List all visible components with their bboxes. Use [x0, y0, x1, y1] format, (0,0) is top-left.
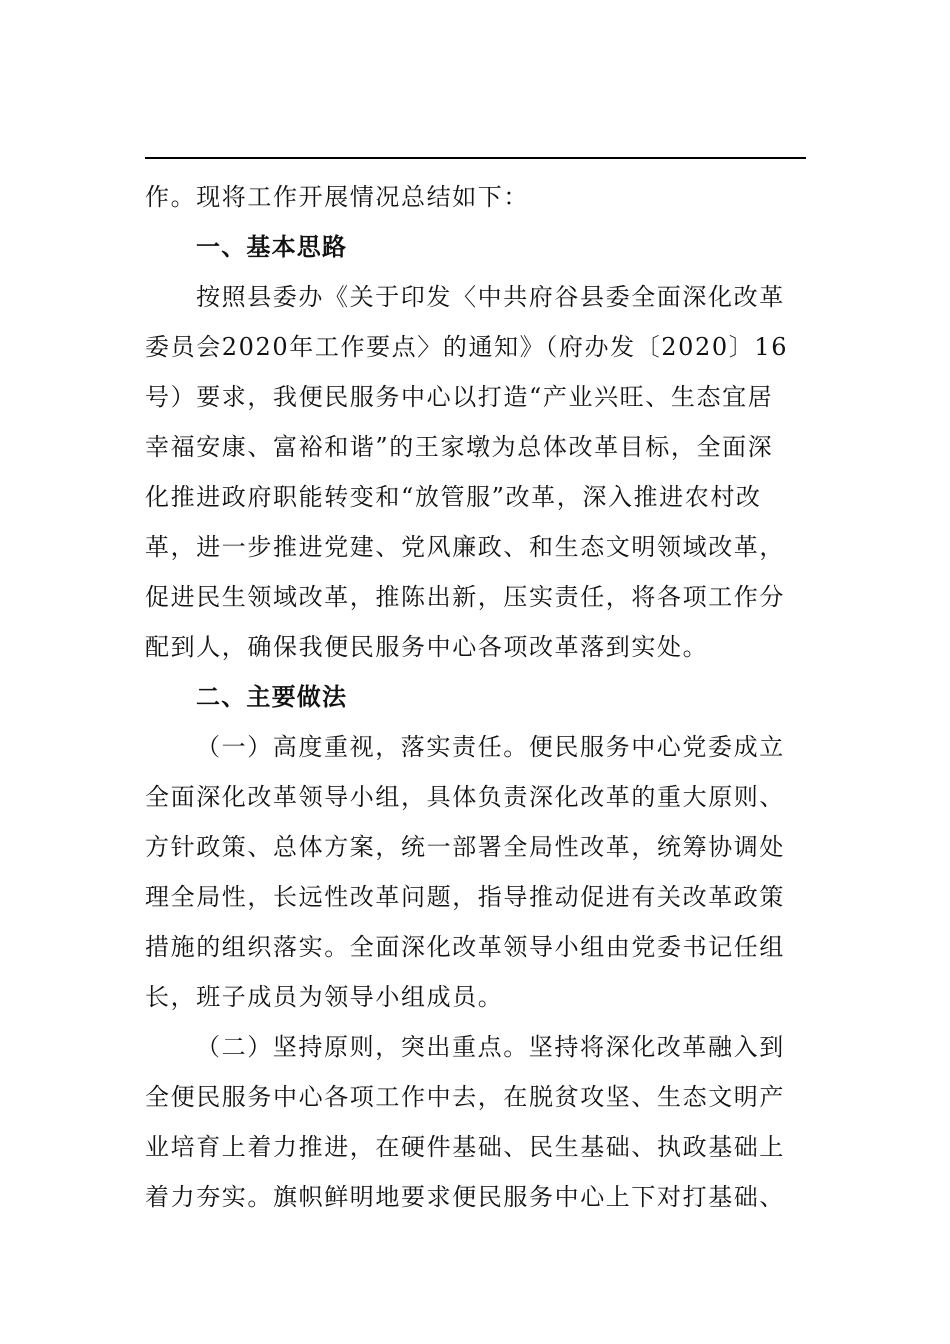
- body-line: 理全局性，长远性改革问题，指导推动促进有关改革政策: [145, 883, 785, 911]
- section-heading-main-measures: 二、主要做法: [196, 682, 348, 711]
- document-body: [145, 172, 806, 1222]
- body-line: 委员会2020年工作要点〉的通知》（府办发〔2020〕16: [145, 333, 789, 361]
- body-line: （二）坚持原则，突出重点。坚持将深化改革融入到: [196, 1033, 785, 1061]
- body-line: 方针政策、总体方案，统一部署全局性改革，统筹协调处: [145, 833, 785, 861]
- body-line: 作。现将工作开展情况总结如下：: [145, 183, 529, 211]
- section-heading-basic-approach: 一、基本思路: [196, 232, 348, 261]
- body-line: 幸福安康、富裕和谐”的王家墩为总体改革目标，全面深: [145, 433, 774, 461]
- body-line: 措施的组织落实。全面深化改革领导小组由党委书记任组: [145, 933, 785, 961]
- header-rule: [145, 157, 806, 159]
- body-line: 革，进一步推进党建、党风廉政、和生态文明领域改革，: [145, 533, 785, 561]
- body-line: 长，班子成员为领导小组成员。: [145, 983, 504, 1011]
- body-line: 全面深化改革领导小组，具体负责深化改革的重大原则、: [145, 783, 785, 811]
- body-line: 号）要求，我便民服务中心以打造“产业兴旺、生态宜居: [145, 383, 774, 411]
- body-line: 化推进政府职能转变和“放管服”改革，深入推进农村改: [145, 483, 762, 511]
- body-line: 配到人，确保我便民服务中心各项改革落到实处。: [145, 633, 709, 661]
- body-line: 按照县委办《关于印发〈中共府谷县委全面深化改革: [196, 283, 785, 311]
- body-line: 着力夯实。旗帜鲜明地要求便民服务中心上下对打基础、: [145, 1183, 785, 1211]
- body-line: 全便民服务中心各项工作中去，在脱贫攻坚、生态文明产: [145, 1083, 785, 1111]
- body-line: （一）高度重视，落实责任。便民服务中心党委成立: [196, 733, 785, 761]
- body-line: 业培育上着力推进，在硬件基础、民生基础、执政基础上: [145, 1133, 785, 1161]
- body-line: 促进民生领域改革，推陈出新，压实责任，将各项工作分: [145, 583, 785, 611]
